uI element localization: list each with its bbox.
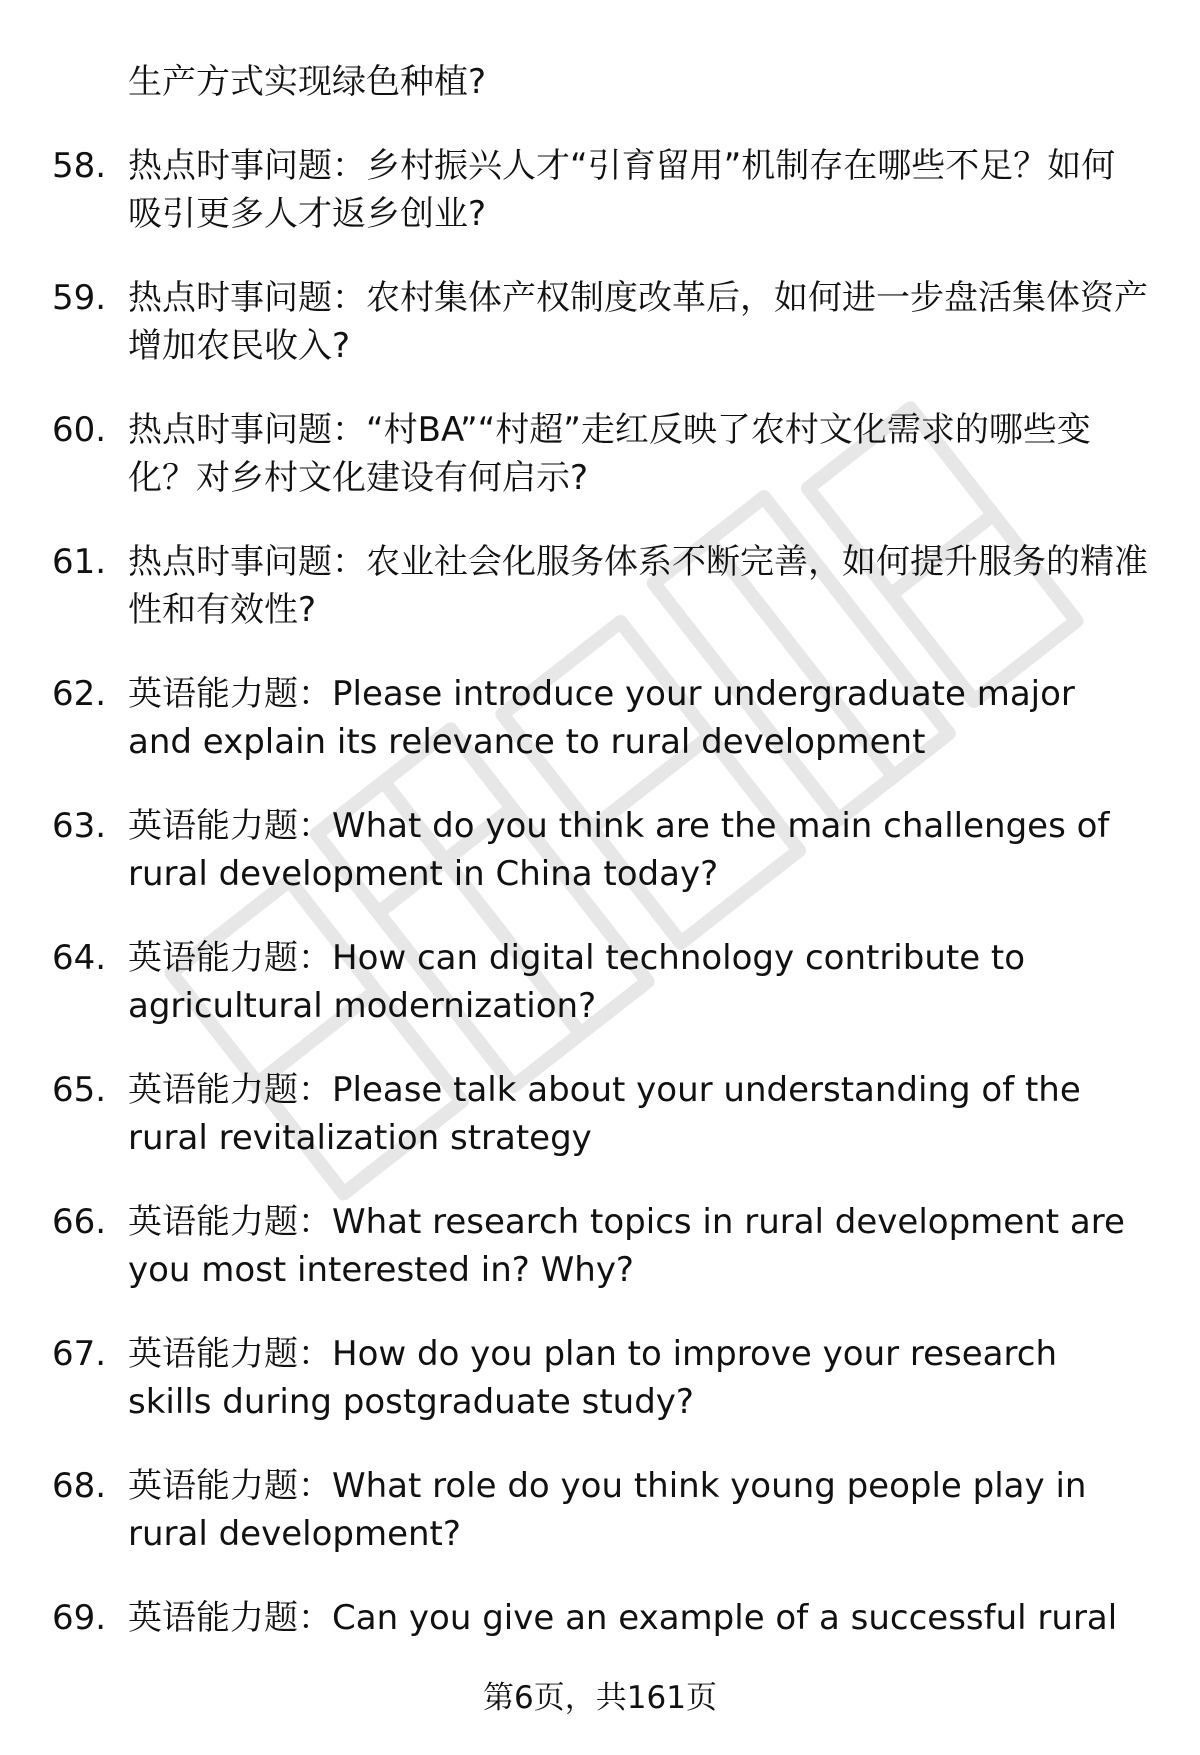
question-number: 64. <box>52 938 107 978</box>
question-text: 热点时事问题：农村集体产权制度改革后，如何进一步盘活集体资产增加农民收入? <box>128 278 1148 366</box>
question-item <box>0 1198 1200 1330</box>
question-text: 热点时事问题：“村BA”“村超”走红反映了农村文化需求的哪些变化？对乡村文化建设有何启示? <box>128 410 1091 498</box>
question-text: 英语能力题：Please introduce your undergraduate major and explain its relevance to rural development <box>128 674 1075 762</box>
question-number: 63. <box>52 806 107 846</box>
question-text: 英语能力题：What role do you think young people play in rural development? <box>128 1466 1087 1554</box>
question-item <box>0 1066 1200 1198</box>
question-number: 67. <box>52 1334 107 1374</box>
question-item <box>0 538 1200 670</box>
question-text: 英语能力题：How can digital technology contribute to agricultural modernization? <box>128 938 1026 1026</box>
page-footer: 第6页，共161页 <box>483 1680 717 1716</box>
question-text: 英语能力题：What research topics in rural development are you most interested in? Why? <box>128 1202 1125 1290</box>
question-text: 英语能力题：What do you think are the main challenges of rural development in China today? <box>128 806 1110 894</box>
question-number: 65. <box>52 1070 107 1110</box>
question-list <box>0 142 1200 1726</box>
question-text: 英语能力题：Can you give an example of a successful rural <box>128 1598 1118 1638</box>
question-number: 61. <box>52 542 107 582</box>
question-item <box>0 274 1200 406</box>
question-number: 58. <box>52 146 107 186</box>
continuation-text: 生产方式实现绿色种植? <box>128 62 487 102</box>
question-item <box>0 1462 1200 1594</box>
question-number: 69. <box>52 1598 107 1638</box>
question-number: 62. <box>52 674 107 714</box>
question-number: 60. <box>52 410 107 450</box>
question-number: 68. <box>52 1466 107 1506</box>
question-text: 英语能力题：How do you plan to improve your research skills during postgraduate study? <box>128 1334 1057 1422</box>
question-number: 66. <box>52 1202 107 1242</box>
question-item <box>0 934 1200 1066</box>
question-item <box>0 142 1200 274</box>
question-number: 59. <box>52 278 107 318</box>
question-text: 热点时事问题：乡村振兴人才“引育留用”机制存在哪些不足？如何吸引更多人才返乡创业? <box>128 146 1116 234</box>
question-item <box>0 1330 1200 1462</box>
question-item <box>0 670 1200 802</box>
question-text: 英语能力题：Please talk about your understanding of the rural revitalization strategy <box>128 1070 1081 1158</box>
question-item <box>0 406 1200 538</box>
question-item <box>0 802 1200 934</box>
question-text: 热点时事问题：农业社会化服务体系不断完善，如何提升服务的精准性和有效性? <box>128 542 1148 630</box>
